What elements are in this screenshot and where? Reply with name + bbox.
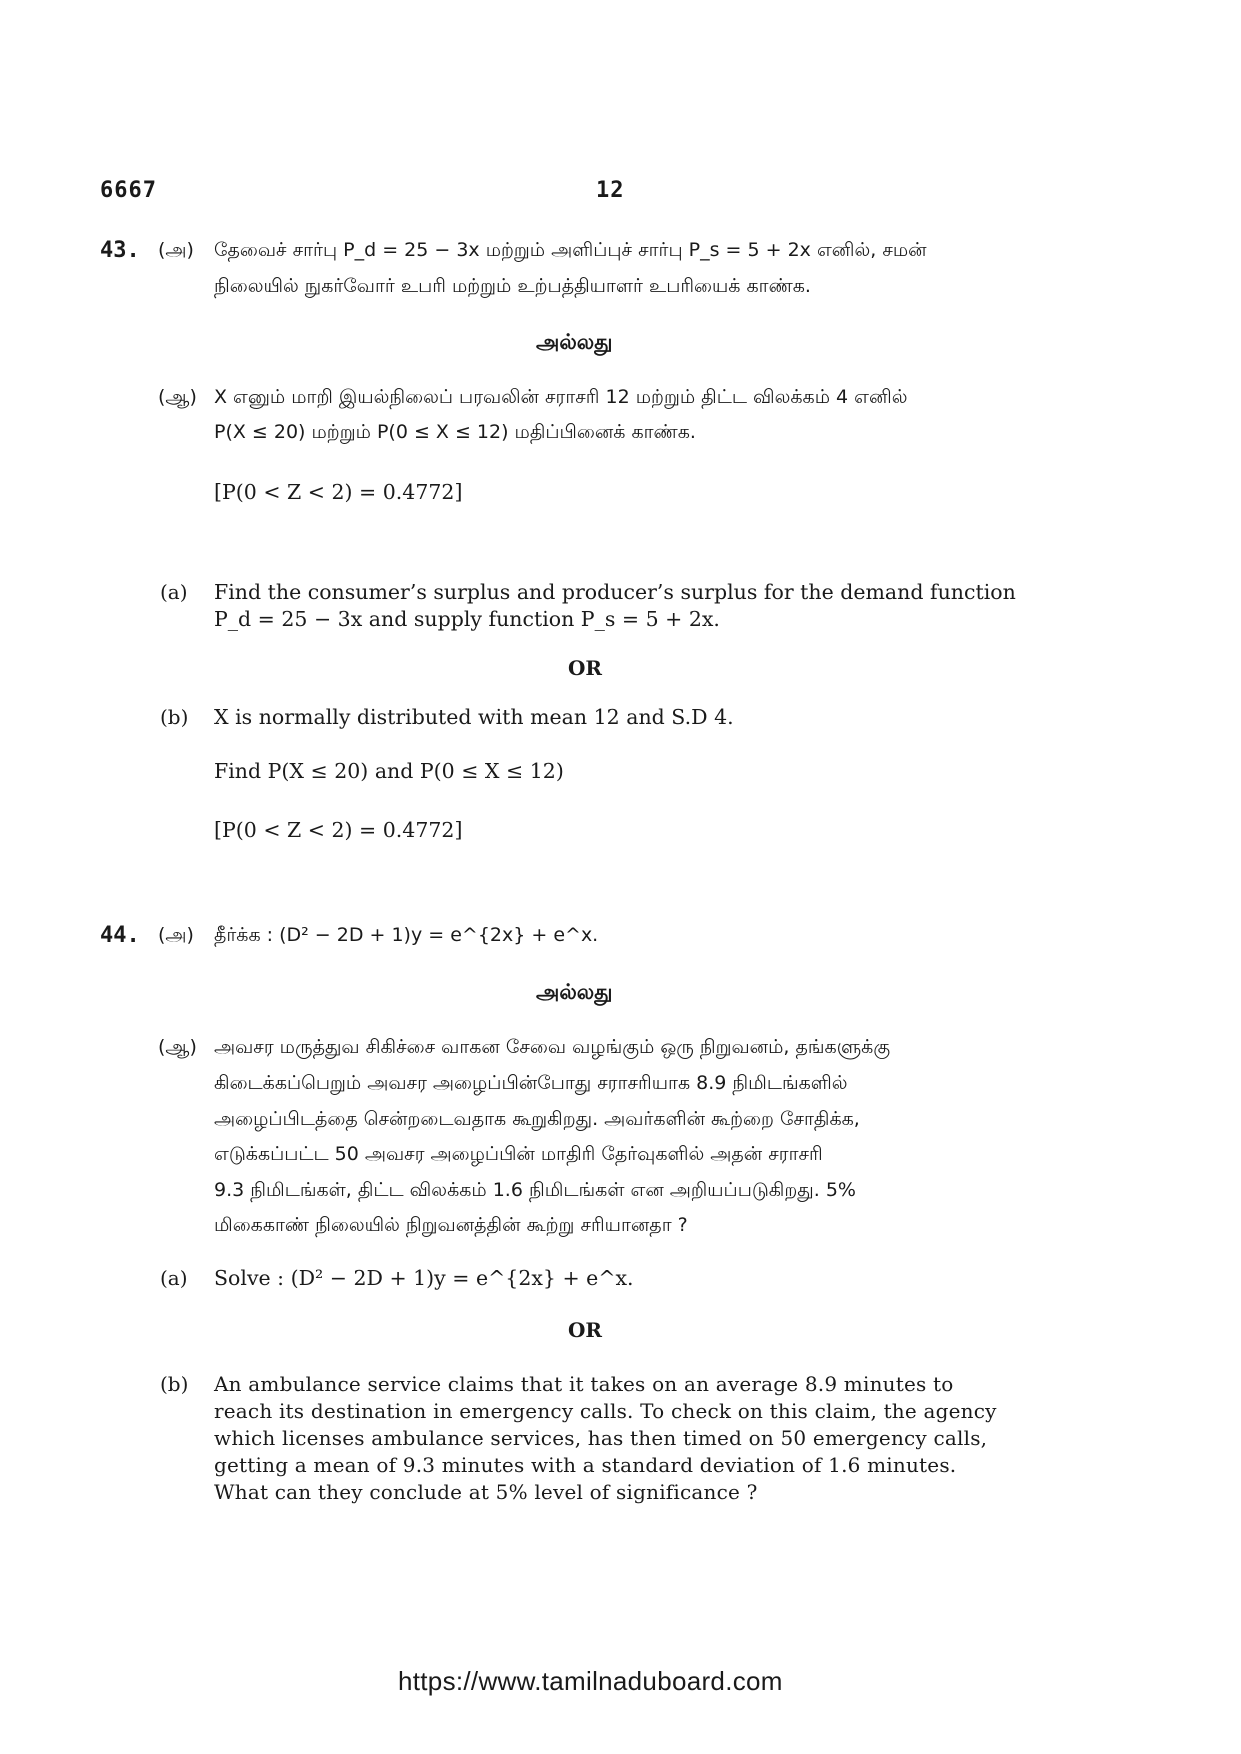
q44-b-en-line5: What can they conclude at 5% level of significance ? (214, 1480, 758, 1504)
q43-b-en-line2: Find P(X ≤ 20) and P(0 ≤ X ≤ 12) (214, 759, 564, 783)
q43-a-ta-line2: நிலையில் நுகர்வோர் உபரி மற்றும் உற்பத்தியாளர் உபரியைக் காண்க. (214, 275, 811, 297)
q44-b-ta-line1: அவசர மருத்துவ சிகிச்சை வாகன சேவை வழங்கும் ஒரு நிறுவனம், தங்களுக்கு (214, 1036, 891, 1058)
q44-a-label-en: (a) (160, 1266, 188, 1290)
footer-url[interactable]: https://www.tamilnaduboard.com (398, 1666, 783, 1696)
page-number: 12 (596, 178, 625, 203)
q43-b-ta-line2: P(X ≤ 20) மற்றும் P(0 ≤ X ≤ 12) மதிப்பினைக் காண்க. (214, 421, 696, 443)
q44-b-ta-line6: மிகைகாண் நிலையில் நிறுவனத்தின் கூற்று சரியானதா ? (214, 1214, 688, 1236)
q44-b-en-line1: An ambulance service claims that it takes on an average 8.9 minutes to (214, 1372, 954, 1396)
paper-code: 6667 (100, 178, 157, 203)
q43-a-en-line1: Find the consumer’s surplus and producer’s surplus for the demand function (214, 580, 1016, 604)
q43-b-en-line1: X is normally distributed with mean 12 and S.D 4. (214, 705, 734, 729)
q43-a-en-line2: P_d = 25 − 3x and supply function P_s = 5 + 2x. (214, 607, 720, 631)
q44-b-ta-line5: 9.3 நிமிடங்கள், திட்ட விலக்கம் 1.6 நிமிடங்கள் என அறியப்படுகிறது. 5% (214, 1179, 856, 1201)
q43-a-label-ta: (அ) (158, 239, 194, 261)
q44-a-ta: தீர்க்க : (D² − 2D + 1)y = e^{2x} + e^x. (214, 924, 599, 946)
q43-b-ta-line1: X எனும் மாறி இயல்நிலைப் பரவலின் சராசரி 12 மற்றும் திட்ட விலக்கம் 4 எனில் (214, 386, 908, 408)
question-number-43: 43. (100, 238, 140, 263)
q43-a-ta-line1: தேவைச் சார்பு P_d = 25 − 3x மற்றும் அளிப்புச் சார்பு P_s = 5 + 2x எனில், சமன் (214, 239, 927, 261)
q44-a-en: Solve : (D² − 2D + 1)y = e^{2x} + e^x. (214, 1266, 634, 1290)
q44-b-ta-line4: எடுக்கப்பட்ட 50 அவசர அழைப்பின் மாதிரி தேர்வுகளில் அதன் சராசரி (214, 1143, 823, 1165)
q44-a-label-ta: (அ) (158, 924, 194, 946)
q44-b-en-line2: reach its destination in emergency calls. To check on this claim, the agency (214, 1399, 997, 1423)
question-number-44: 44. (100, 923, 140, 948)
q43-b-label-ta: (ஆ) (158, 386, 197, 408)
q44-or-en: OR (568, 1318, 603, 1342)
q44-b-en-line4: getting a mean of 9.3 minutes with a standard deviation of 1.6 minutes. (214, 1453, 957, 1477)
q43-or-ta: அல்லது (536, 330, 613, 354)
q44-b-label-en: (b) (160, 1372, 189, 1396)
q44-b-label-ta: (ஆ) (158, 1036, 197, 1058)
q43-a-label-en: (a) (160, 580, 188, 604)
q43-or-en: OR (568, 656, 603, 680)
q43-b-en-given: [P(0 < Z < 2) = 0.4772] (214, 818, 463, 842)
q44-b-ta-line3: அழைப்பிடத்தை சென்றடைவதாக கூறுகிறது. அவர்களின் கூற்றை சோதிக்க, (214, 1108, 860, 1130)
q44-b-ta-line2: கிடைக்கப்பெறும் அவசர அழைப்பின்போது சராசரியாக 8.9 நிமிடங்களில் (214, 1072, 848, 1094)
q44-b-en-line3: which licenses ambulance services, has then timed on 50 emergency calls, (214, 1426, 988, 1450)
q43-b-label-en: (b) (160, 705, 189, 729)
q44-or-ta: அல்லது (536, 980, 613, 1004)
q43-b-ta-given: [P(0 < Z < 2) = 0.4772] (214, 480, 463, 504)
